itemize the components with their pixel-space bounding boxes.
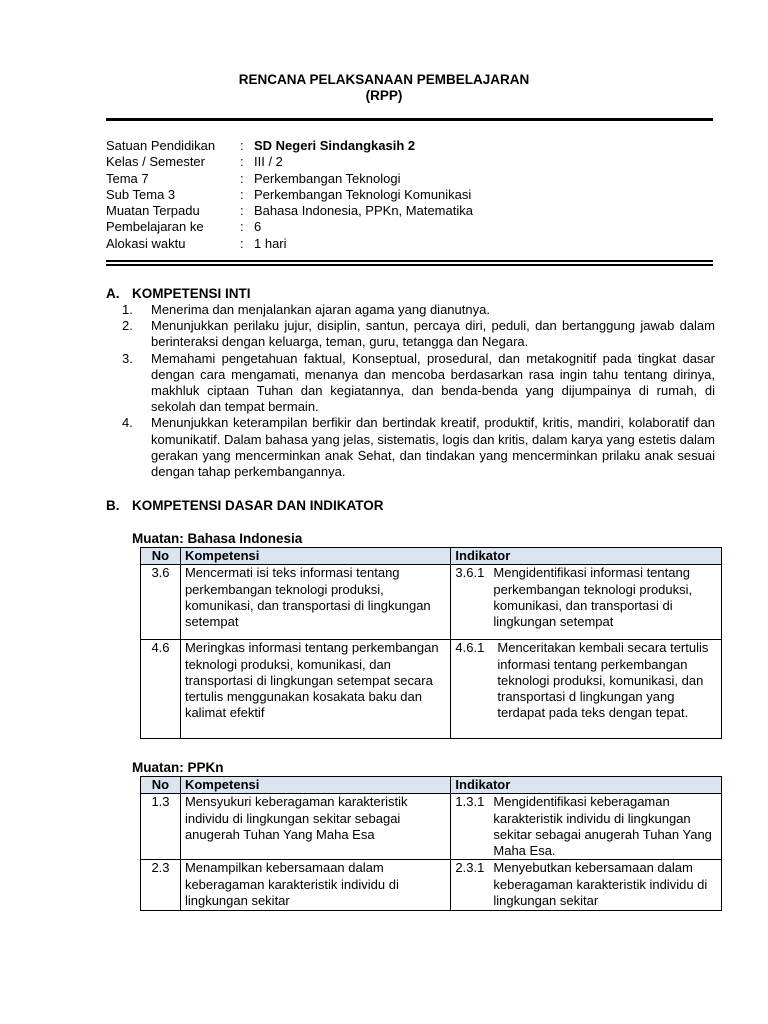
cell-indikator (451, 794, 722, 860)
identity-row (106, 219, 473, 235)
table-row (141, 794, 722, 860)
identity-separator: : (240, 203, 244, 219)
document-subtitle: (RPP) (365, 88, 403, 103)
table-header-row (141, 548, 722, 565)
identity-label: Tema 7 (106, 170, 149, 186)
identity-label: Sub Tema 3 (106, 186, 176, 202)
ppkn-table (140, 776, 722, 911)
list-item (122, 302, 715, 318)
list-item-text: Memahami pengetahuan faktual, Konseptual, prosedural, dan metakognitif pada tingkat dasar dengan cara mengamati, menanya dan mencoba berdasarkan rasa ingin tahu tentang dirinya, makhluk ciptaan Tuhan dan kegiatannya, dan benda-benda yang dijumpainya di rumah, di sekolah dan tempat bermain. (151, 350, 715, 415)
section-a-letter: A. (106, 286, 120, 301)
bahasa-indonesia-table (140, 547, 722, 739)
identity-label: Pembelajaran ke (106, 219, 204, 235)
list-item-number: 4. (122, 415, 133, 431)
list-item-text: Menunjukkan keterampilan berfikir dan bertindak kreatif, produktif, kritis, mandiri, kolaboratif dan komunikatif. Dalam bahasa yang jelas, sistematis, logis dan kritis, dalam karya yang estetis dalam gerakan yang mencerminkan anak Sehat, dan tindakan yang mencerminkan prilaku anak sesuai dengan tahap perkembangannya. (151, 415, 715, 480)
list-item-text: Menerima dan menjalankan ajaran agama yang dianutnya. (151, 302, 490, 317)
identity-label: Satuan Pendidikan (106, 138, 216, 153)
column-header-no: No (141, 548, 181, 565)
section-b-heading (106, 498, 384, 513)
list-item-number: 3. (122, 350, 133, 366)
table-row (141, 565, 722, 640)
identity-row (106, 154, 473, 170)
list-item-number: 2. (122, 318, 133, 334)
indicator-text: Mengidentifikasi informasi tentang perkembangan teknologi produksi, komunikasi, dan transportasi di lingkungan setempat (493, 565, 693, 630)
cell-kompetensi: Mencermati isi teks informasi tentang perkembangan teknologi produksi, komunikasi, dan transportasi di lingkungan setempat (180, 565, 450, 640)
section-a-title: KOMPETENSI INTI (132, 286, 251, 301)
identity-separator: : (240, 138, 244, 153)
indicator-code: 2.3.1 (455, 860, 485, 876)
identity-value: Perkembangan Teknologi Komunikasi (254, 186, 472, 202)
cell-indikator (451, 565, 722, 640)
list-item-text: Menunjukkan perilaku jujur, disiplin, santun, percaya diri, peduli, dan bertanggung jawab dalam berinteraksi dengan keluarga, teman, guru, tetangga dan Negara. (151, 318, 715, 350)
list-item (122, 318, 715, 350)
table-row (141, 640, 722, 739)
identity-separator: : (240, 235, 244, 251)
identity-separator: : (240, 170, 244, 186)
identity-row (106, 236, 473, 252)
identity-value: Perkembangan Teknologi (254, 170, 401, 186)
muatan-bahasa-indonesia-label: Muatan: Bahasa Indonesia (132, 531, 303, 546)
cell-no: 3.6 (141, 565, 181, 640)
column-header-kompetensi: Kompetensi (180, 777, 450, 794)
table-header-row (141, 777, 722, 794)
identity-row (106, 171, 473, 187)
identity-separator: : (240, 154, 244, 170)
identity-value: 1 hari (254, 235, 287, 251)
list-item (122, 351, 715, 416)
section-b-letter: B. (106, 498, 120, 513)
column-header-indikator: Indikator (451, 548, 722, 565)
cell-no: 2.3 (141, 860, 181, 911)
table-row (141, 860, 722, 911)
muatan-ppkn-label: Muatan: PPKn (132, 760, 224, 775)
identity-separator: : (240, 219, 244, 235)
identity-row (106, 187, 473, 203)
indicator-text: Menceritakan kembali secara tertulis informasi tentang perkembangan teknologi produksi, komunikasi, dan transportasi d lingkungan yang terdapat pada teks dengan tepat. (497, 640, 709, 721)
header-divider (106, 118, 713, 121)
column-header-kompetensi: Kompetensi (180, 548, 450, 565)
identity-value: Bahasa Indonesia, PPKn, Matematika (254, 203, 473, 219)
indicator-code: 1.3.1 (455, 794, 485, 810)
cell-indikator (451, 860, 722, 911)
cell-kompetensi: Meringkas informasi tentang perkembangan teknologi produksi, komunikasi, dan transportasi di lingkungan setempat secara tertulis menggunakan kosakata baku dan kalimat efektif (180, 640, 450, 739)
cell-indikator (451, 640, 722, 739)
identity-value: III / 2 (254, 154, 283, 170)
column-header-no: No (141, 777, 181, 794)
cell-no: 4.6 (141, 640, 181, 739)
document-title: RENCANA PELAKSANAAN PEMBELAJARAN (238, 72, 530, 87)
identity-label: Kelas / Semester (106, 154, 205, 170)
identity-label: Muatan Terpadu (106, 203, 200, 219)
identity-value: SD Negeri Sindangkasih 2 (254, 138, 416, 153)
identity-separator: : (240, 186, 244, 202)
identity-divider-bottom (106, 264, 713, 266)
cell-kompetensi: Menampilkan kebersamaan dalam keberagaman karakteristik individu di lingkungan sekitar (180, 860, 450, 911)
identity-block (106, 138, 473, 252)
cell-kompetensi: Mensyukuri keberagaman karakteristik individu di lingkungan sekitar sebagai anugerah Tuhan Yang Maha Esa (180, 794, 450, 860)
identity-label: Alokasi waktu (106, 235, 186, 251)
indicator-code: 4.6.1 (455, 640, 485, 656)
identity-divider-top (106, 260, 713, 262)
cell-no: 1.3 (141, 794, 181, 860)
column-header-indikator: Indikator (451, 777, 722, 794)
section-a-heading (106, 286, 251, 301)
list-item-number: 1. (122, 302, 133, 317)
list-item (122, 415, 715, 480)
indicator-code: 3.6.1 (455, 565, 485, 581)
indicator-text: Menyebutkan kebersamaan dalam keberagaman karakteristik individu di lingkungan sekitar (493, 860, 708, 909)
kompetensi-inti-list (122, 302, 715, 480)
identity-row (106, 203, 473, 219)
identity-value: 6 (254, 219, 262, 235)
section-b-title: KOMPETENSI DASAR DAN INDIKATOR (132, 498, 384, 513)
identity-row (106, 138, 473, 154)
indicator-text: Mengidentifikasi keberagaman karakteristik individu di lingkungan sekitar sebagai anugerah Tuhan Yang Maha Esa. (493, 794, 712, 859)
